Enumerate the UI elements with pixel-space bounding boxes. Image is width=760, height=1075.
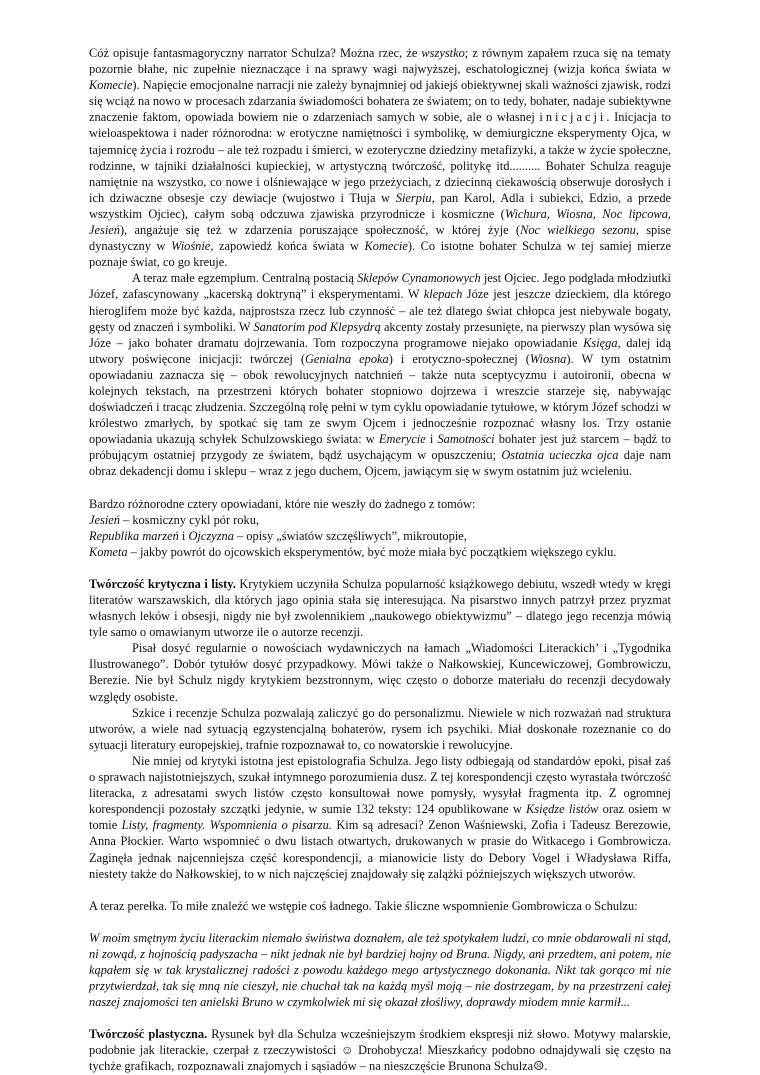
title-italic: Samotności	[437, 432, 495, 447]
title-italic: Księga	[583, 335, 618, 350]
paragraph-plastic-art	[89, 1026, 671, 1074]
paragraph-personalism	[89, 705, 671, 753]
title-italic: Ostatnia ucieczka ojca	[501, 448, 619, 463]
title-italic: Jesień	[89, 512, 120, 527]
section-heading: Twórczość plastyczna.	[89, 1027, 208, 1042]
text-run: A teraz małe egzemplum. Centralną postacią	[132, 271, 358, 286]
title-italic: Księdze listów	[526, 802, 599, 817]
text-run: ) i erotyczno-społecznej (	[388, 351, 530, 366]
document-page	[89, 45, 671, 1075]
title-italic: Wiosna	[529, 351, 567, 366]
text-run: , dalej idą utwory poświęcone inicjacji: twórczej (	[89, 335, 672, 366]
text-run: ). Co istotne bohater Schulza w tej samiej mierze poznaje świat, co go kreuje.	[89, 239, 672, 270]
title-italic: Sanatorim pod Klepsydrą	[253, 319, 381, 334]
title-italic: Emerycie	[378, 432, 426, 447]
text-run: ). Napięcie emocjonalne narracji nie zależy bynajmniej od jakiejś obiektywnej skali ważności zjawisk, rodzi się wciąż na nowo w procesach zdarzania świadomości bohatera ze światem; on to tedy, bohater, nadaje subiektywne znaczenie faktom, opowiada bowiem nie o zdarzeniach samych w sobie, ale o własnej	[89, 78, 671, 125]
title-italic: Kometa	[89, 544, 128, 559]
list-intro: Bardzo różnorodne cztery opowiadani, które nie weszły do żadnego z tomów:	[89, 496, 476, 511]
title-italic: Wiośnie	[171, 239, 211, 254]
text-run: A teraz perełka. To miłe znaleźć we wstępie coś ładnego. Takie śliczne wspomnienie Gombrowicza o Schulzu:	[89, 898, 638, 913]
paragraph-egzemplum	[89, 270, 671, 479]
paragraph-letters	[89, 753, 671, 882]
text-run: – kosmiczny cykl pór roku,	[119, 512, 259, 527]
paragraph-narrator	[89, 45, 671, 270]
title-italic: Listy, fragmenty. Wspomnienia o pisarzu.	[121, 818, 332, 833]
text-run: – jakby powrót do ojcowskich eksperymentów, być może miała być początkiem większego cyklu.	[127, 544, 617, 559]
text-run: Pisał dosyć regularnie o nowościach wydawniczych na łamach „Wiadomości Literackich’ i „Tygodnika Ilustrowanego”. Dobór tytułów dosyć przypadkowy. Mówi także o Nałkowskiej, Kuncewiczowej, Gombrowiczu, Berezie. Nie był Schulz nigdy krytykiem bezstronnym, więc często o doborze materiału do recenzji decydowały względy osobiste.	[89, 641, 671, 704]
text-run: oraz osiem w tomie	[89, 802, 671, 833]
text-run: daje nam obraz dekadencji domu i sklepu – wraz z jego duchem, Ojcem, jawiącym się w swym ostatnim już wcieleniu.	[89, 448, 671, 479]
text-run: bohater jest już starcem – bądź to próbującym ostatniej przygody ze światem, bądź usychającym w opuszczeniu;	[89, 432, 671, 463]
text-run: Drohobycza! Mieszkańcy podobno odnajdywali się często na tychże grafikach, rozpoznawali znajomych i sąsiadów – na nieszczęście Brunona Schulza	[89, 1043, 671, 1074]
text-run: .	[544, 1059, 548, 1074]
sad-face-icon: ☹	[533, 1059, 545, 1074]
quote-gombrowicz	[89, 930, 671, 1010]
title-italic: Sklepów Cynamonowych	[357, 271, 481, 286]
smiley-icon: ☺	[340, 1043, 354, 1058]
emphasis: wszystko	[421, 46, 465, 60]
text-run: i	[425, 432, 438, 447]
text-run: Cóż opisuje fantasmagoryczny narrator Schulza? Można rzec, że	[89, 46, 422, 60]
text-run: i	[178, 528, 189, 543]
text-run: ; z równym zapałem rzuca się na tematy pozornie błahe, nic zupełnie nieznaczące i na sprawy wagi najwyższej, eschatologicznej (wizja końca świata w	[89, 46, 671, 77]
title-italic: Sierpiu	[395, 190, 432, 205]
list-item	[89, 512, 671, 528]
text-run: Józe jest jeszcze dzieckiem, dla którego hieroglifem może być każda, najprostsza rzecz lub czynność – ale też dlatego świat chłopca jest niebywale bogaty, gęsty od znaczeń i symboliki. W	[89, 287, 671, 334]
list-item	[89, 528, 671, 544]
title-italic: Komecie	[364, 239, 408, 254]
text-run: , pan Karol, Adla i subiekci, Edzio, a przede wszystkim Ojciec), całym sobą odczuwa zjawiska przyrodnicze i kosmiczne (	[89, 190, 672, 221]
paragraph-perelka	[89, 898, 671, 914]
text-run: , zapowiedź końca świata w	[210, 239, 365, 254]
text-run: – opisy „światów szczęśliwych”, mikroutopie,	[233, 528, 467, 543]
text-run: Rysunek był dla Schulza wcześniejszym środkiem ekspresji niż słowo. Motywy malarskie, podobnie jak literackie, czerpał z rzeczywistości	[89, 1027, 671, 1058]
title-italic: Ojczyzna	[188, 528, 234, 543]
text-run: jest Ojciec. Jego podglada młodziutki Józef, zafascynowany „kacerską doktryną” i eksperymentami. W	[89, 271, 671, 302]
section-heading: Twórczość krytyczna i listy.	[89, 576, 236, 591]
text-run: , spise dynastyczny w	[89, 223, 671, 254]
title-italic: klepach	[423, 287, 463, 302]
quote-text: W moim smętnym życiu literackim niemało świństwa doznałem, ale też spotykałem ludzi, co mnie obdarowali ni stąd, ni zowąd, z hojnością padyszacha – nikt jednak nie był bardziej hojny od Bruna. Nigdy, ani przedtem, ani potem, nie kąpałem się w tak krystalicznej radości z powodu każdego mego artystycznego dokonania. Nikt tak gorąco mi nie przytwierdzał, tak się mną nie cieszył, nie chuchał tak na każdą myśl moją – nie dostrzegam, by na przestrzeni całej naszej znajomości ten anielski Bruno w czymkolwiek mi się okazał złośliwy, doprawdy miodem mnie karmił...	[89, 930, 671, 1010]
text-run: akcenty zostały przesunięte, na pierwszy plan wysówa się Józe – jako bohater dramatu dojrzewania. Tom rozpoczyna programowe niejako opowiadanie	[89, 319, 671, 350]
paragraph-reviews	[89, 640, 671, 704]
text-run: Kim są adresaci? Zenon Waśniewski, Zofia i Tadeusz Berezowie, Anna Płockier. Warto wspomnieć o dwu listach otwartych, drukowanych w prasie do Witkacego i Gombrowicza. Zaginęła jednak najcenniejsza część korespondencji, a mianowicie listy do Debory Vogel i Władysława Riffa, niestety także do Nałkowskiej, to w nich najczęściej znajdowały się zalążki późniejszych większych utworów.	[89, 818, 671, 881]
title-italic: Republika marzeń	[89, 528, 179, 543]
spaced-word: inicjacji	[539, 110, 607, 125]
list-item	[89, 544, 671, 560]
text-run: Nie mniej od krytyki istotna jest epistolografia Schulza. Jego listy odbiegają od standardów epoki, pisał zaś o sprawach najistotniejszych, szukał intymnego porozumienia dusz. Z tej korespondencji często wyrastała twórczość literacka, z adresatami swych listów często konsultował nowe pomysły, wysyłał fragmenta itp. Z ogromnej korespondencji pozostały szczątki jedynie, w sumie 132 teksty: 124 opublikowane w	[89, 753, 671, 817]
text-run: Szkice i recenzje Schulza pozwalają zaliczyć go do personalizmu. Niewiele w nich rozważań nad struktura utworów, a wiele nad sytuacją egzystencjalną bohaterów, rysem ich psychiki. Miał doskonałe rozeznanie co do sytuacji literatury europejskiej, trafnie rozpoznawał to, co nowatorskie i rewolucyjne.	[89, 705, 671, 752]
title-italic: Wichura, Wiosna, Noc lipcowa, Jesień	[89, 206, 671, 238]
title-italic: Noc wielkiego sezonu	[520, 223, 636, 238]
list-uncollected-stories	[89, 496, 671, 560]
paragraph-criticism	[89, 576, 671, 640]
title-italic: Genialna epoka	[304, 351, 389, 366]
text-run: ). W tym ostatnim opowiadaniu zaznacza się – obok rewolucyjnych natchnień – także nuta sceptycyzmu i autoironii, obecna w kolejnych tekstach, na przestrzeni których bohater stopniowo dojrzewa i wreszcie starzeje się, nabywając doświadczeń i tracąc złudzenia. Szczególną rolę pełni w tym cyklu opowiadanie tytułowe, w którym Józef schodzi w królestwo zmarłych, by spotkać się tam ze swym Ojcem i jednocześnie rozpoznać własny los. Trzy ostanie opowiadania ukazują schyłek Schulzowskiego świata: w	[89, 351, 671, 447]
text-run: . Inicjacja to wieloaspektowa i nader różnorodna: w erotyczne namiętności i symbolikę, w demiurgiczne eksperymenty Ojca, w tajemnicę życia i rozrodu – ale też rozpadu i śmierci, w ezoteryczne dziedziny metafizyki, a także w życie społeczne, rodzinne, w tajniki działalności kupieckiej, w artystyczną twórczość, politykę itd.......... Bohater Schulza reaguje namiętnie na wszystko, co nowe i olśniewające w jego przeżyciach, z dziecinną ciekawością obserwuje dorosłych i ich dziwaczne obsesje czy dewiacje (wujostwo i Tłuja w	[89, 110, 672, 205]
text-run: Krytykiem uczyniła Schulza popularność książkowego debiutu, wszedł wtedy w kręgi literatów warszawskich, dla których jago opinia stała się interesująca. Na pisarstwo innych patrzył przez pryzmat własnych leków i obsesji, nigdy nie był zwolennikiem „naukowego obiektywizmu” – dlatego jego recenzja mówią tyle samo o omawianym utworze ile o autorze recenzji.	[89, 576, 671, 640]
title-italic: Komecie	[89, 78, 133, 93]
text-run: ), angażuje się też w zdarzenia poruszające społeczność, w której żyje (	[119, 223, 521, 238]
